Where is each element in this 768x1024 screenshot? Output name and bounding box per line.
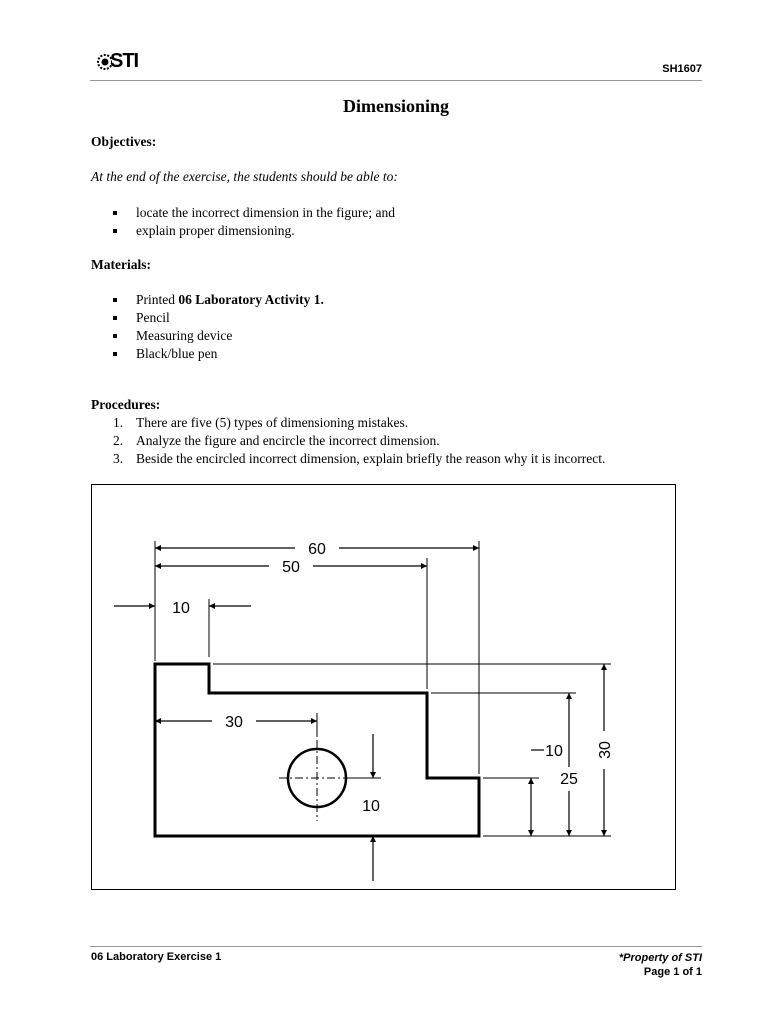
list-item <box>113 414 605 432</box>
objectives-heading: Objectives: <box>91 134 157 149</box>
materials-list <box>113 291 324 363</box>
page-number: Page 1 of 1 <box>643 966 702 978</box>
dim-30-horizontal-label: 30 <box>225 714 243 731</box>
dim-10-hole-label: 10 <box>362 798 380 815</box>
material-prefix: Printed <box>136 292 179 307</box>
list-item: Measuring device <box>113 327 324 345</box>
footer-title: 06 Laboratory Exercise 1 <box>91 951 222 963</box>
dimension-10-right <box>531 743 563 836</box>
dimension-10-top <box>114 600 251 617</box>
dimension-figure <box>91 484 676 890</box>
list-item: Black/blue pen <box>113 345 324 363</box>
dimension-30-vertical <box>597 664 614 836</box>
dimension-50 <box>155 559 427 576</box>
sti-logo <box>96 50 144 76</box>
document-code: SH1607 <box>662 63 702 75</box>
step-text: There are five (5) types of dimensioning mistakes. <box>136 415 409 430</box>
header-divider <box>90 80 702 81</box>
footer-meta <box>619 951 702 979</box>
step-text: Analyze the figure and encircle the incorrect dimension. <box>136 433 440 448</box>
hole-centerlines <box>279 740 355 821</box>
dimension-30-horizontal <box>155 714 317 731</box>
step-number: 2. <box>113 433 124 448</box>
procedures-heading: Procedures: <box>91 397 161 412</box>
dimension-10-hole <box>362 734 380 881</box>
dimension-25 <box>560 693 578 836</box>
list-item: explain proper dimensioning. <box>113 222 395 240</box>
objectives-intro: At the end of the exercise, the students should be able to: <box>91 169 398 184</box>
step-number: 3. <box>113 451 124 466</box>
dimension-60 <box>155 541 479 558</box>
logo-text: STI <box>110 50 139 72</box>
dim-10-top-label: 10 <box>172 600 190 617</box>
extension-lines <box>155 541 611 836</box>
dim-25-label: 25 <box>560 771 578 788</box>
dim-10-right-label: 10 <box>545 743 563 760</box>
procedures-list <box>113 414 605 468</box>
dimension-drawing <box>92 485 677 891</box>
list-item <box>113 450 605 468</box>
dim-30-vertical-label: 30 <box>597 741 614 759</box>
material-activity: 06 Laboratory Activity 1. <box>178 292 324 307</box>
page-title: Dimensioning <box>342 96 450 116</box>
objectives-list <box>113 204 395 240</box>
footer-divider <box>90 946 702 947</box>
list-item: Pencil <box>113 309 324 327</box>
list-item: locate the incorrect dimension in the figure; and <box>113 204 395 222</box>
materials-heading: Materials: <box>91 257 151 272</box>
property-notice: *Property of STI <box>618 952 702 964</box>
step-text: Beside the encircled incorrect dimension, explain briefly the reason why it is incorrect. <box>136 451 606 466</box>
dim-50-label: 50 <box>282 559 300 576</box>
list-item <box>113 291 324 309</box>
list-item <box>113 432 605 450</box>
dim-60-label: 60 <box>308 541 326 558</box>
step-number: 1. <box>113 415 124 430</box>
